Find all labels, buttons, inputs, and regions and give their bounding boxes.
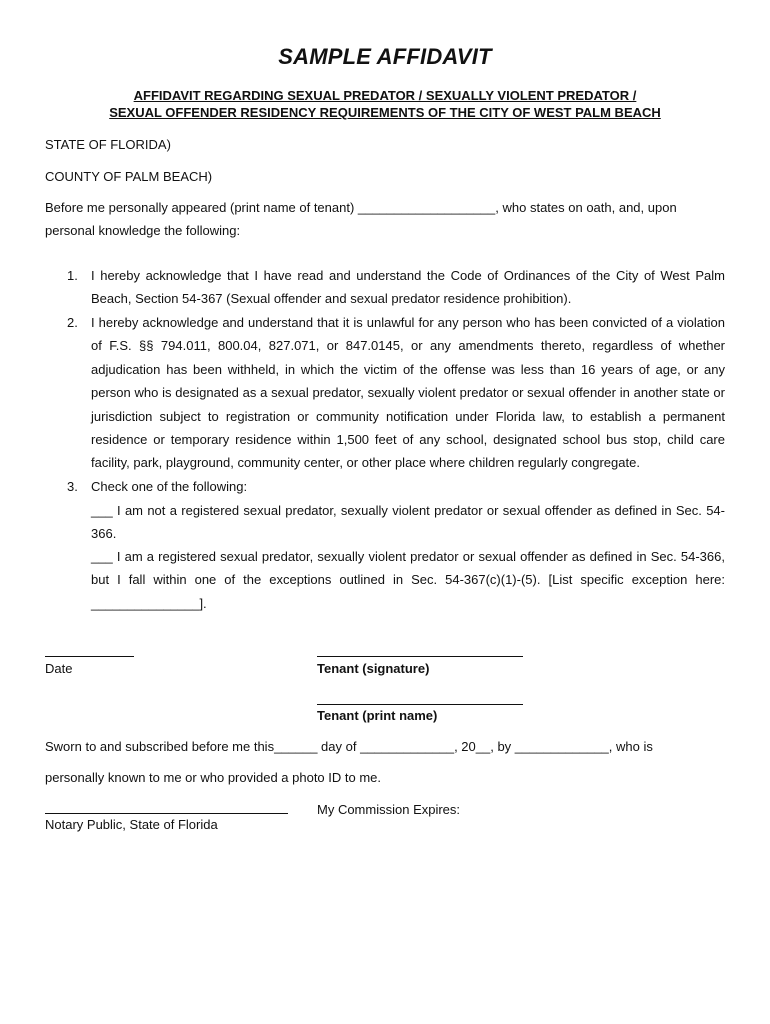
subtitle-line-1: AFFIDAVIT REGARDING SEXUAL PREDATOR / SEXUALLY VIOLENT PREDATOR / (133, 88, 637, 103)
item-1-text: I hereby acknowledge that I have read and understand the Code of Ordinances of the City of West Palm Beach, Section 54-367 (Sexual offender and sexual predator residence prohibition). (91, 268, 725, 307)
state-line: STATE OF FLORIDA) (45, 137, 171, 152)
item-2-text: I hereby acknowledge and understand that it is unlawful for any person who has been convicted of a violation of F.S. §§ 794.011, 800.04, 827.071, or 847.0145, or any amendments thereto, regardless of whether adjudication has been withheld, in which the victim of the offense was less than 16 years of age, or any person who is designated as a sexual predator, sexually violent predator or sexual offender in another state or jurisdiction subject to registration or community notification under Florida law, to establish a permanent residence or temporary residence within 1,500 feet of any school, designated school bus stop, child care facility, park, playground, community center, or other place where children regularly congregate. (91, 315, 725, 471)
county-line: COUNTY OF PALM BEACH) (45, 169, 213, 184)
intro-line-1: Before me personally appeared (print name of tenant) ___________________, who states on oath, and, upon (45, 200, 677, 215)
intro-line-2: personal knowledge the following: (45, 223, 241, 238)
date-signature-line (45, 656, 134, 657)
commission-label: My Commission Expires: (317, 802, 461, 817)
subtitle-line-2: SEXUAL OFFENDER RESIDENCY REQUIREMENTS OF THE CITY OF WEST PALM BEACH (109, 105, 661, 120)
document-title: SAMPLE AFFIDAVIT (278, 44, 492, 69)
item-3-number: 3. (67, 479, 78, 494)
tenant-signature-line (317, 656, 523, 657)
option-registered: ___ I am a registered sexual predator, sexually violent predator or sexual offender as defined in Sec. 54-366, but I fall within one of the exceptions outlined in Sec. 54-367(c)(1)-(5). [List specific exception here: _______________]. (91, 549, 725, 611)
known-line: personally known to me or who provided a photo ID to me. (45, 770, 382, 785)
option-not-registered: ___ I am not a registered sexual predator, sexually violent predator or sexual offender as defined in Sec. 54-366. (91, 503, 725, 542)
tenant-print-line (317, 704, 523, 705)
date-label: Date (45, 661, 73, 676)
item-2-number: 2. (67, 315, 78, 330)
tenant-print-label: Tenant (print name) (317, 708, 438, 723)
notary-signature-line (45, 813, 288, 814)
item-1-number: 1. (67, 268, 78, 283)
item-3-text: Check one of the following: (91, 479, 248, 494)
sworn-line: Sworn to and subscribed before me this______ day of _____________, 20__, by _____________, who is (45, 739, 653, 754)
notary-label: Notary Public, State of Florida (45, 817, 218, 832)
tenant-signature-label: Tenant (signature) (317, 661, 430, 676)
